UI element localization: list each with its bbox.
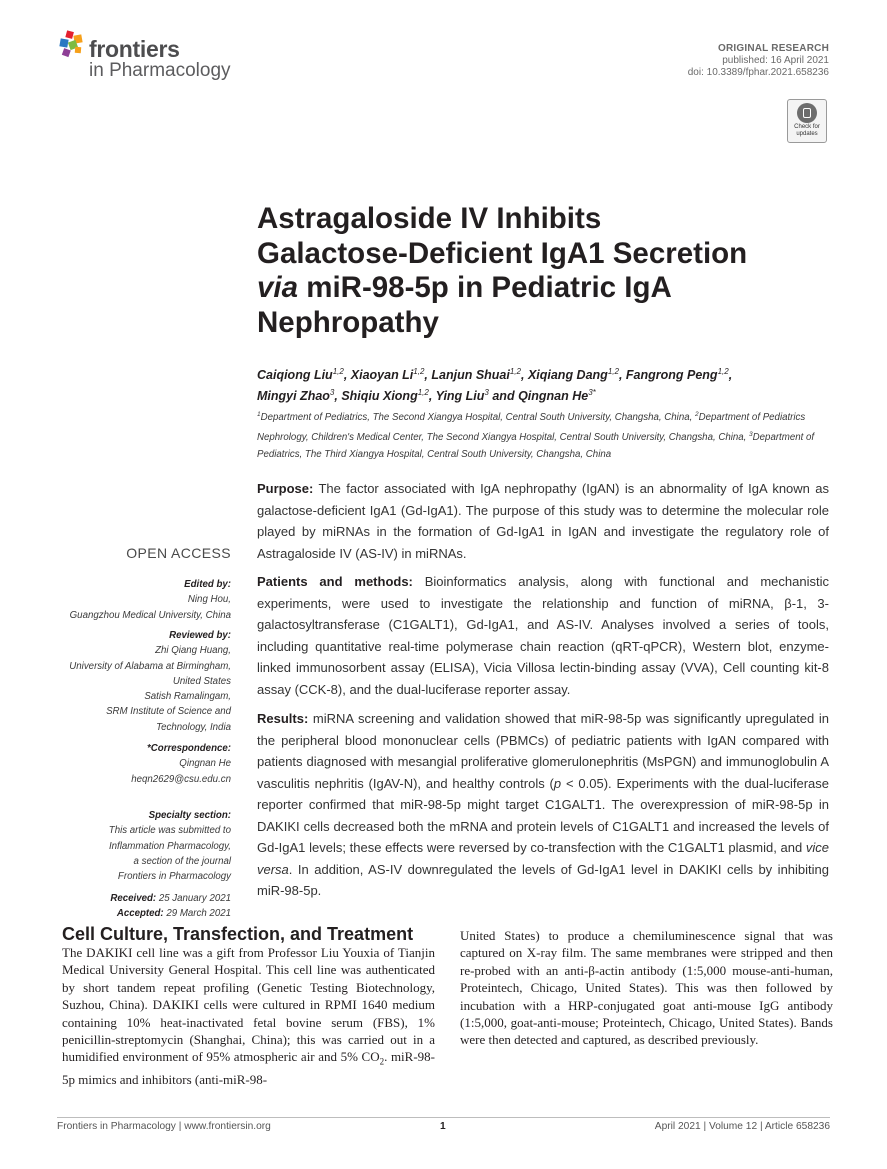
sidebar-heading: Edited by:: [184, 579, 231, 590]
logo-wordmark: frontiers: [89, 36, 180, 62]
author-affil-sup: 1,2: [413, 367, 425, 376]
affil-sup: 1: [257, 411, 261, 418]
abstract-text: miRNA screening and validation showed that miR-98-5p was significantly upregulated in the peripheral blood mononuclear cells (PBMCs) of pediatric patients with IgAN compared with patients diagnosed with mesangial proliferative glomerulonephritis (MsPGN) and immunoglobulin A vasculitis nephritis (IgAV-N), and healthy controls (: [257, 711, 829, 791]
abstract-methods: [257, 571, 829, 700]
specialty-text: This article was submitted to: [108, 825, 231, 837]
received-label: Received:: [110, 893, 157, 904]
dates-section: [110, 891, 231, 922]
affiliations: [257, 406, 832, 463]
author-affil-sup: 1,2: [509, 367, 521, 376]
open-access-label: OPEN ACCESS: [126, 545, 231, 561]
abstract-text: Bioinformatics analysis, along with functional and mechanistic experiments, were used to investigate the relationship and function of miRNA, β-1, 3-galactosyltransferase (C1GALT1), Gd-IgA1, and AS-IV. Analyses involved a series of tools, including quantitative real-time polymerase chain reaction (qRT-qPCR), Western blot, enzyme-linked immunosorbent assay (ELISA), Vicia Villosa lectin-binding assay (VVA), Cell counting kit-8 assay (CCK-8), and the dual-luciferase reporter assay.: [257, 574, 829, 697]
affiliation: Department of Pediatrics, The Second Xiangya Hospital, Central South University, Changsha, China,: [260, 412, 695, 424]
author-affil-sup: 1,2: [607, 367, 619, 376]
body-column-left: [62, 944, 435, 1089]
abstract-label: Patients and methods:: [257, 574, 413, 589]
abstract-text: . In addition, AS-IV downregulated the levels of Gd-IgA1 level in DAKIKI cells by inhibiting miR-98-5p.: [257, 861, 829, 898]
author-affil-sup: 1,2: [417, 388, 429, 398]
author-affil-sup: 3: [329, 388, 335, 398]
abstract-results: [257, 708, 829, 902]
footer-journal-link[interactable]: Frontiers in Pharmacology | www.frontiersin.org: [57, 1121, 271, 1132]
title-line: Astragaloside IV Inhibits: [257, 202, 602, 235]
author-name[interactable]: Xiqiang Dang: [527, 368, 608, 383]
abstract-purpose: [257, 478, 829, 564]
badge-line2: updates: [796, 131, 818, 137]
title-italic-word: via: [257, 271, 299, 304]
published-date: published: 16 April 2021: [722, 55, 829, 66]
reviewer-name[interactable]: Zhi Qiang Huang,: [155, 645, 231, 657]
author-name[interactable]: Lanjun Shuai: [431, 368, 510, 383]
sidebar-heading: *Correspondence:: [147, 743, 231, 754]
body-text: . miR-98-5p mimics and inhibitors (anti-miR-98-: [62, 1049, 435, 1088]
author-name[interactable]: Fangrong Peng: [625, 368, 718, 383]
corresponding-mark: *: [592, 388, 596, 398]
body-text: The DAKIKI cell line was a gift from Professor Liu Youxia of Tianjin Medical University General Hospital. This cell line was authenticated by short tandem repeat profiling (Genetic Testing Biotechnology, Suzhou, China). DAKIKI cells were cultured in RPMI 1640 medium containing 10% heat-inactivated fetal bovine serum (FBS), 1% penicillin-streptomycin (Shanghai, China); this was carried out in a humidified environment of 95% atmospheric air and 5% CO: [62, 945, 435, 1065]
specialty-section: [109, 808, 231, 884]
editor-name[interactable]: Ning Hou,: [187, 594, 231, 606]
author-name[interactable]: Qingnan He: [518, 389, 589, 404]
doi-link[interactable]: doi: 10.3389/fphar.2021.658236: [687, 67, 829, 78]
badge-line1: Check for: [794, 124, 820, 130]
author-affil-sup: 3: [484, 388, 489, 398]
author-conjunction: and: [492, 389, 519, 404]
author-affil-sup: 1,2: [332, 367, 344, 376]
reviewer-affiliation: SRM Institute of Science and: [106, 706, 231, 718]
author-name[interactable]: Shiqiu Xiong: [341, 389, 418, 404]
abstract-label: Purpose:: [257, 481, 314, 496]
author-name[interactable]: Caiqiong Liu: [257, 368, 333, 383]
article-header-info: [688, 43, 829, 79]
title-line: Nephropathy: [257, 305, 439, 339]
correspondence-email[interactable]: heqn2629@csu.edu.cn: [131, 773, 231, 785]
affiliation: Department of Pediatrics Nephrology, Children's Medical Center, The Second Xiangya Hospital, Central South University, Changsha, China,: [257, 412, 806, 444]
abstract-italic: p: [553, 775, 562, 791]
sidebar-heading: Reviewed by:: [169, 630, 231, 641]
reviewer-affiliation: United States: [172, 675, 231, 687]
body-column-right: United States) to produce a chemiluminescence signal that was captured on X-ray film. The same membranes were stripped and then re-probed with an anti-β-actin antibody (1:5,000 mouse-anti-human, Proteintech, Chicago, United States). This was then followed by incubation with a HRP-conjugated goat anti-mouse IgG antibody (1:5,000, goat-anti-mouse; Proteintech, Chicago, United States). Bands were then detected and captured, as described previously.: [460, 928, 833, 1048]
subscript: 2: [379, 1057, 385, 1068]
affil-sup: 2: [695, 411, 699, 418]
article-type: ORIGINAL RESEARCH: [717, 43, 829, 54]
affiliation: Department of Pediatrics, The Third Xiangya Hospital, Central South University, Changsha, China: [257, 432, 815, 461]
specialty-text: Frontiers in Pharmacology: [117, 871, 231, 883]
journal-logo[interactable]: [57, 30, 257, 90]
author-name[interactable]: Xiaoyan Li: [350, 368, 414, 383]
reviewer-affiliation: University of Alabama at Birmingham,: [69, 660, 231, 672]
correspondence-name: Qingnan He: [179, 758, 231, 770]
affil-sup: 3: [749, 431, 753, 439]
update-check-icon: [797, 103, 817, 123]
frontiers-logo-icon: [57, 30, 87, 60]
title-line: Galactose-Deficient IgA1 Secretion: [257, 236, 748, 270]
author-affil-sup: 3: [588, 388, 593, 398]
abstract-label: Results:: [257, 711, 309, 726]
article-title: [257, 202, 837, 340]
reviewer-name[interactable]: Satish Ramalingam,: [144, 691, 231, 703]
footer-divider: [57, 1117, 830, 1118]
logo-journal-name: in Pharmacology: [89, 60, 231, 81]
correspondence-section: [131, 741, 231, 787]
accepted-date: 29 March 2021: [163, 908, 231, 920]
reviewer-affiliation: Technology, India: [156, 721, 231, 733]
abstract-text: The factor associated with IgA nephropathy (IgAN) is an abnormality of IgA known as galactose-deficient IgA1 (Gd-IgA1). The purpose of this study was to determine the molecular role played by miRNAs in the formation of Gd-IgA1 in IgAN and investigate the regulatory role of Astragaloside IV (AS-IV) in miRNAs.: [257, 481, 829, 561]
title-line: miR-98-5p in Pediatric IgA: [298, 271, 672, 304]
specialty-text: a section of the journal: [133, 855, 231, 867]
abstract-text: < 0.05). Experiments with the dual-luciferase reporter confirmed that miR-98-5p might target C1GALT1. The overexpression of miR-98-5p in DAKIKI cells decreased both the mRNA and protein levels of C1GALT1 and increased the levels of Gd-IgA1 levels; these effects were reversed by co-transfection with the C1GALT1 plasmid, and: [257, 775, 829, 855]
specialty-text: Inflammation Pharmacology,: [108, 840, 231, 852]
edited-by-section: [70, 577, 231, 623]
author-affil-sup: 1,2: [717, 367, 729, 376]
page-number: 1: [440, 1121, 446, 1132]
accepted-label: Accepted:: [116, 908, 164, 920]
reviewed-by-section: [69, 628, 231, 735]
check-for-updates-badge[interactable]: [787, 99, 827, 143]
author-list: Caiqiong Liu$^{1,2}$, Xiaoyan Li$^{1,2}$, Lanjun Shuai$^{1,2}$, Xiqiang Dang$^{1,2}$, Fangrong Peng$^{1,2}$, Mingyi Zhao$^3$, Shiqiu Xiong$^{1,2}$, Ying Liu$^3$ and Qingnan $He^{3*}$: [257, 367, 733, 404]
sidebar-heading: Specialty section:: [148, 810, 231, 821]
footer-citation: April 2021 | Volume 12 | Article 658236: [654, 1121, 830, 1132]
section-heading: Cell Culture, Transfection, and Treatment: [62, 924, 414, 944]
abstract-italic: vice versa: [257, 840, 829, 877]
author-name[interactable]: Mingyi Zhao: [257, 389, 330, 404]
received-date: 25 January 2021: [156, 893, 231, 904]
author-name[interactable]: Ying Liu: [435, 389, 485, 404]
editor-affiliation: Guangzhou Medical University, China: [69, 609, 231, 621]
